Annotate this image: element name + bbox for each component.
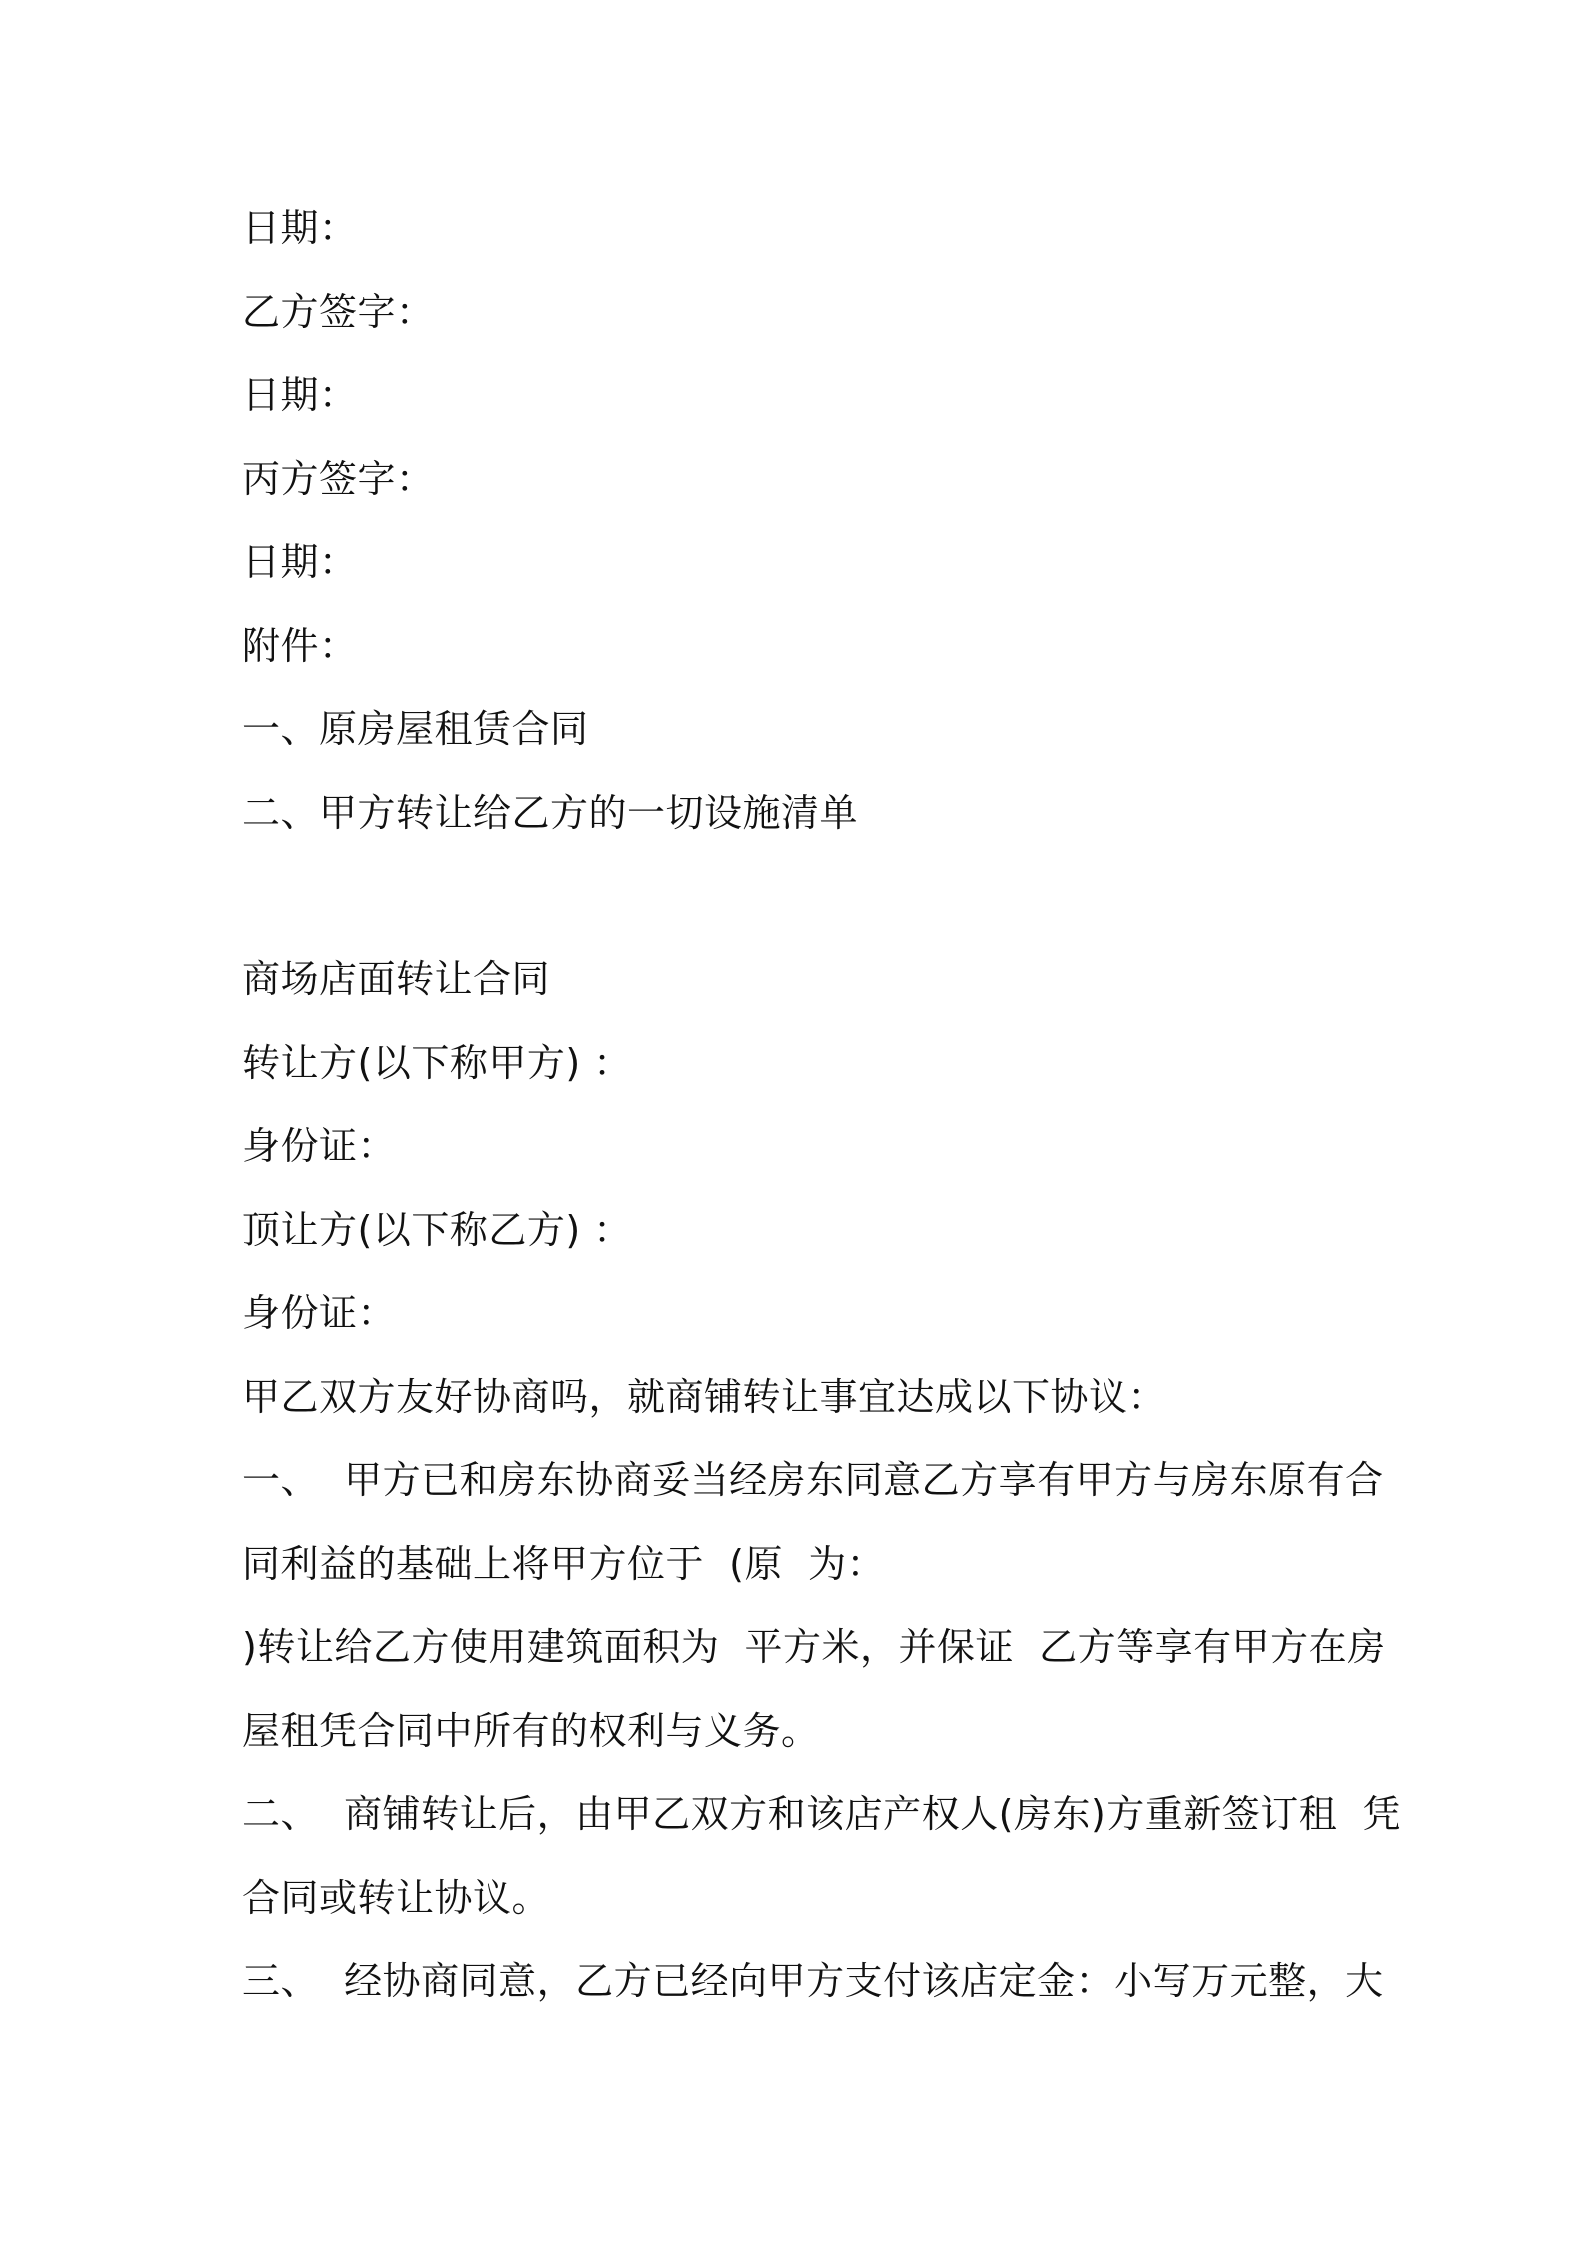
attachment-item-1: 一、原房屋租赁合同 [242, 707, 589, 751]
clause-3-line-1: 三、 经协商同意，乙方已经向甲方支付该店定金：小写万元整，大 [242, 1959, 1384, 2003]
date-label-3: 日期： [242, 540, 358, 584]
transferee-label: 顶让方(以下称乙方) ： [242, 1208, 632, 1252]
agreement-intro: 甲乙双方友好协商吗，就商铺转让事宜达成以下协议： [242, 1375, 1167, 1419]
attachments-label: 附件： [242, 624, 358, 668]
id-card-label-2: 身份证： [242, 1291, 397, 1335]
party-b-signature-label: 乙方签字： [242, 290, 435, 334]
date-label-1: 日期： [242, 206, 358, 250]
clause-1-line-1: 一、 甲方已和房东协商妥当经房东同意乙方享有甲方与房东原有合 [242, 1458, 1384, 1502]
transferor-label: 转让方(以下称甲方) ： [242, 1041, 632, 1085]
clause-1-line-2: 同利益的基础上将甲方位于 (原 为： [242, 1542, 886, 1586]
date-label-2: 日期： [242, 373, 358, 417]
contract-title: 商场店面转让合同 [242, 957, 551, 1001]
clause-2-line-2: 合同或转让协议。 [242, 1876, 551, 1920]
clause-1-line-3: )转让给乙方使用建筑面积为 平方米，并保证 乙方等享有甲方在房 [242, 1625, 1386, 1669]
clause-2-line-1: 二、 商铺转让后，由甲乙双方和该店产权人(房东)方重新签订租 凭 [242, 1792, 1401, 1836]
party-c-signature-label: 丙方签字： [242, 457, 435, 501]
attachment-item-2: 二、甲方转让给乙方的一切设施清单 [242, 791, 859, 835]
clause-1-line-4: 屋租凭合同中所有的权利与义务。 [242, 1709, 820, 1753]
id-card-label-1: 身份证： [242, 1124, 397, 1168]
